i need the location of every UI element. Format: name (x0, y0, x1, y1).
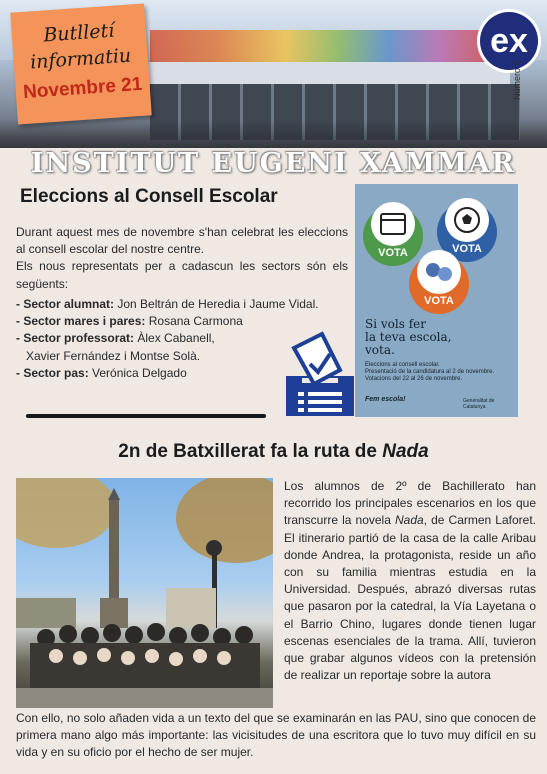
role-item: - Sector professorat: Àlex Cabanell, (16, 331, 215, 346)
vote-badges (355, 184, 518, 314)
tag-line1: Butlletí (42, 19, 115, 47)
poster-footer: Generalitat de Catalunya (463, 398, 495, 410)
school-logo (476, 8, 542, 74)
intro-paragraph: Durant aquest mes de novembre s'han celebrat les eleccions al consell escolar del nostre centre. (16, 225, 348, 257)
role-item: - Sector mares i pares: Rosana Carmona (16, 314, 243, 329)
section2-closing: Con ello, no solo añaden vida a un texto del que se examinarán en las PAU, sino que conocen de primera mano algo más importante: las vicisitudes de una escritora que lo tuvo muy difícil en su vida y en su oficio por el hecho de ser mujer. (16, 711, 536, 760)
tag-line2: informatiu (29, 44, 132, 74)
group-photo (16, 478, 273, 708)
section2-title: 2n de Batxillerat fa la ruta de Nada (118, 441, 429, 462)
poster-slogan: Fem escola! (365, 396, 406, 403)
section2-body: Los alumnos de 2º de Bachillerato han recorrido los principales escenarios en los que transcurre la novela Nada, de Carmen Laforet. El itinerario partió de la casa de la calle Aribau donde Andrea, la protagonista, reside un año con su familia mientras estudia en la Universidad. Después, abrazó diversas rutas que pasaron por la catedral, la Vía Layetana o el Barrio Chino, lugares donde tienen lugar escenas esenciales de la trama. Allí, tuvieron que grabar algunos vídeos con la pretensión de realizar un reportaje sobre la autora (284, 479, 536, 683)
election-poster (355, 184, 518, 417)
poster-details: Eleccions al consell escolar. Presentació de la candidatura al 2 de novembre. Votacions del 22 al 26 de novembre. (365, 362, 495, 382)
role-item: Xavier Fernández i Montse Solà. (26, 348, 201, 363)
issue-number: Número 3 (512, 60, 522, 100)
svg-text:VOTA: VOTA (424, 295, 454, 307)
school-name: INSTITUT EUGENI XAMMAR (30, 148, 517, 179)
bulletin-tag (10, 3, 151, 124)
theatre-masks-icon (426, 263, 440, 277)
section1-title: Eleccions al Consell Escolar (20, 186, 278, 207)
role-item: - Sector pas: Verónica Delgado (16, 365, 187, 380)
section-divider (26, 414, 266, 418)
intro-paragraph-2: Els nous representats per a cadascun les sectors són els següents: (16, 259, 348, 291)
svg-text:VOTA: VOTA (452, 243, 482, 255)
role-item: - Sector alumnat: Jon Beltrán de Heredia i Jaume Vidal. (16, 297, 319, 311)
section1-intro (16, 224, 348, 293)
poster-headline: Si vols fer la teva escola, vota. (365, 317, 452, 357)
ballot-box-icon (280, 330, 360, 418)
tag-month: Novembre 21 (22, 73, 143, 104)
logo-text: ex (490, 22, 528, 60)
svg-text:VOTA: VOTA (378, 247, 408, 259)
